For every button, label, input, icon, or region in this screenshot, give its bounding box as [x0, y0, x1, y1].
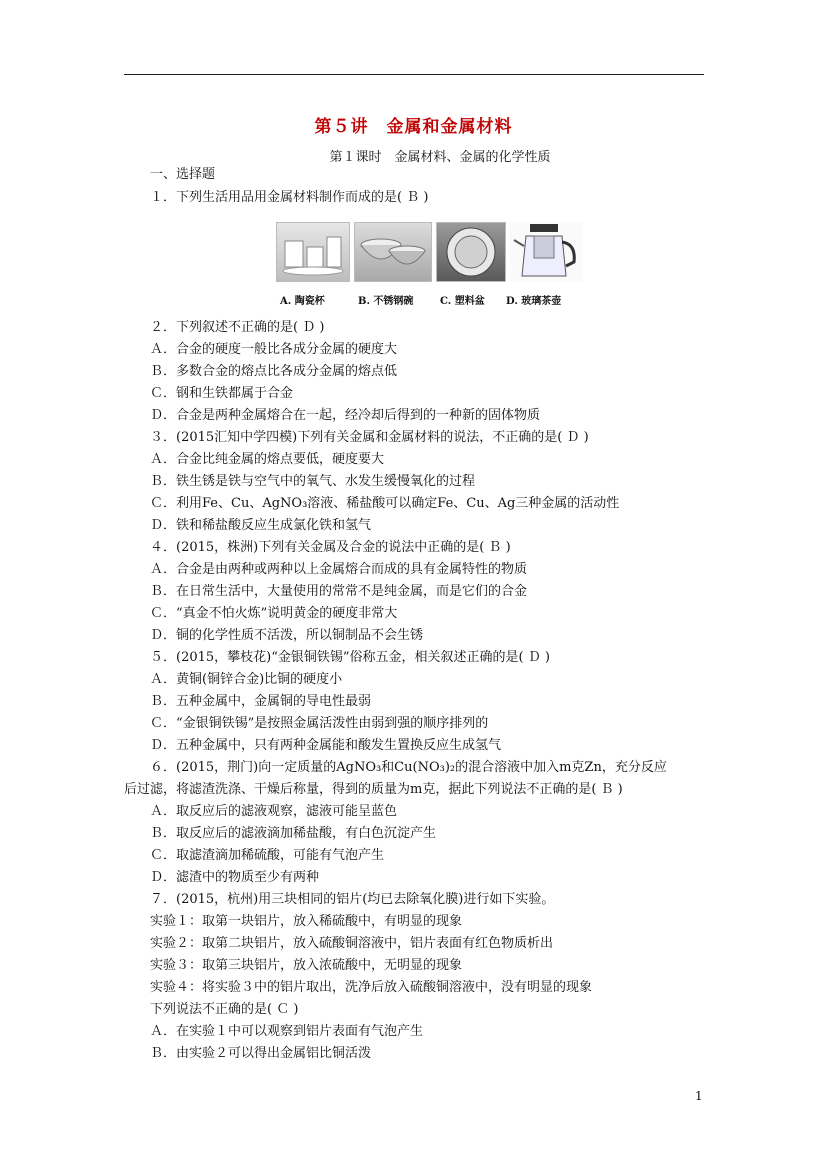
option-line: Ｂ．铁生锈是铁与空气中的氧气、水发生缓慢氧化的过程 [150, 474, 476, 489]
option-line: Ｃ．“金银铜铁锡”是按照金属活泼性由弱到强的顺序排列的 [150, 716, 489, 731]
question-1-figure [276, 222, 582, 310]
page-number: 1 [695, 1089, 703, 1103]
question-3: ３．(2015汇知中学四模)下列有关金属和金属材料的说法，不正确的是( Ｄ ) [150, 430, 589, 445]
experiment-line: 实验４：将实验３中的铝片取出，洗净后放入硫酸铜溶液中，没有明显的现象 [150, 980, 593, 995]
question-6: ６．(2015，荆门)向一定质量的AgNO₃和Cu(NO₃)₂的混合溶液中加入m克Zn，充分反应 [150, 760, 667, 775]
caption-d: D. 玻璃茶壶 [506, 296, 562, 307]
experiment-line: 实验３：取第三块铝片，放入浓硫酸中，无明显的现象 [150, 958, 463, 973]
question-7: ７．(2015，杭州)用三块相同的铝片(均已去除氧化膜)进行如下实验。 [150, 892, 555, 907]
caption-b: B. 不锈钢碗 [358, 296, 414, 307]
question-1: １．下列生活用品用金属材料制作而成的是( Ｂ ) [150, 190, 429, 205]
question-5: ５．(2015，攀枝花)“金银铜铁锡”俗称五金，相关叙述正确的是( Ｄ ) [150, 650, 550, 665]
option-line: Ａ．取反应后的滤液观察，滤液可能呈蓝色 [150, 804, 398, 819]
option-line: Ｄ．五种金属中，只有两种金属能和酸发生置换反应生成氢气 [150, 738, 502, 753]
caption-a: A. 陶瓷杯 [280, 296, 325, 307]
glass-teapot-image [510, 222, 582, 282]
option-line: Ｄ．合金是两种金属熔合在一起，经冷却后得到的一种新的固体物质 [150, 408, 541, 423]
option-line: Ｄ．铁和稀盐酸反应生成氯化铁和氢气 [150, 518, 372, 533]
option-line: Ａ．合金的硬度一般比各成分金属的硬度大 [150, 342, 398, 357]
option-line: Ａ．合金是由两种或两种以上金属熔合而成的具有金属特性的物质 [150, 562, 528, 577]
option-line: Ｂ．多数合金的熔点比各成分金属的熔点低 [150, 364, 398, 379]
caption-c: C. 塑料盆 [440, 296, 485, 307]
option-line: Ｂ．五种金属中，金属铜的导电性最弱 [150, 694, 372, 709]
ceramic-cup-image [276, 222, 350, 282]
option-line: Ｃ．利用Fe、Cu、AgNO₃溶液、稀盐酸可以确定Fe、Cu、Ag三种金属的活动性 [150, 496, 620, 511]
option-line: Ｄ．铜的化学性质不活泼，所以铜制品不会生锈 [150, 628, 424, 643]
question-6-continued: 后过滤，将滤渣洗涤、干燥后称量，得到的质量为m克，据此下列说法不正确的是( Ｂ ) [124, 782, 623, 797]
option-line: Ｃ．钢和生铁都属于合金 [150, 386, 294, 401]
lesson-title: 第５讲 金属和金属材料 [314, 117, 513, 137]
option-line: Ａ．黄铜(铜锌合金)比铜的硬度小 [150, 672, 343, 687]
section-heading: 一、选择题 [150, 167, 216, 182]
question-7-prompt: 下列说法不正确的是( Ｃ ) [150, 1002, 299, 1017]
question-2: ２．下列叙述不正确的是( Ｄ ) [150, 320, 325, 335]
experiment-line: 实验１：取第一块铝片，放入稀硫酸中，有明显的现象 [150, 914, 463, 929]
experiment-line: 实验２：取第二块铝片，放入硫酸铜溶液中，铝片表面有红色物质析出 [150, 936, 554, 951]
option-line: Ｄ．滤渣中的物质至少有两种 [150, 870, 320, 885]
option-line: Ｃ．取滤渣滴加稀硫酸，可能有气泡产生 [150, 848, 385, 863]
steel-bowl-image [354, 222, 432, 282]
header-rule [124, 74, 704, 75]
option-line: Ｃ．“真金不怕火炼”说明黄金的硬度非常大 [150, 606, 398, 621]
option-line: Ｂ．由实验２可以得出金属铝比铜活泼 [150, 1046, 372, 1061]
question-4: ４．(2015，株洲)下列有关金属及合金的说法中正确的是( Ｂ ) [150, 540, 511, 555]
option-line: Ｂ．在日常生活中，大量使用的常常不是纯金属，而是它们的合金 [150, 584, 528, 599]
option-line: Ａ．合金比纯金属的熔点要低，硬度要大 [150, 452, 385, 467]
option-line: Ａ．在实验１中可以观察到铝片表面有气泡产生 [150, 1024, 424, 1039]
plastic-basin-image [436, 222, 506, 282]
option-line: Ｂ．取反应后的滤液滴加稀盐酸，有白色沉淀产生 [150, 826, 437, 841]
lesson-subtitle: 第１课时 金属材料、金属的化学性质 [329, 150, 551, 165]
